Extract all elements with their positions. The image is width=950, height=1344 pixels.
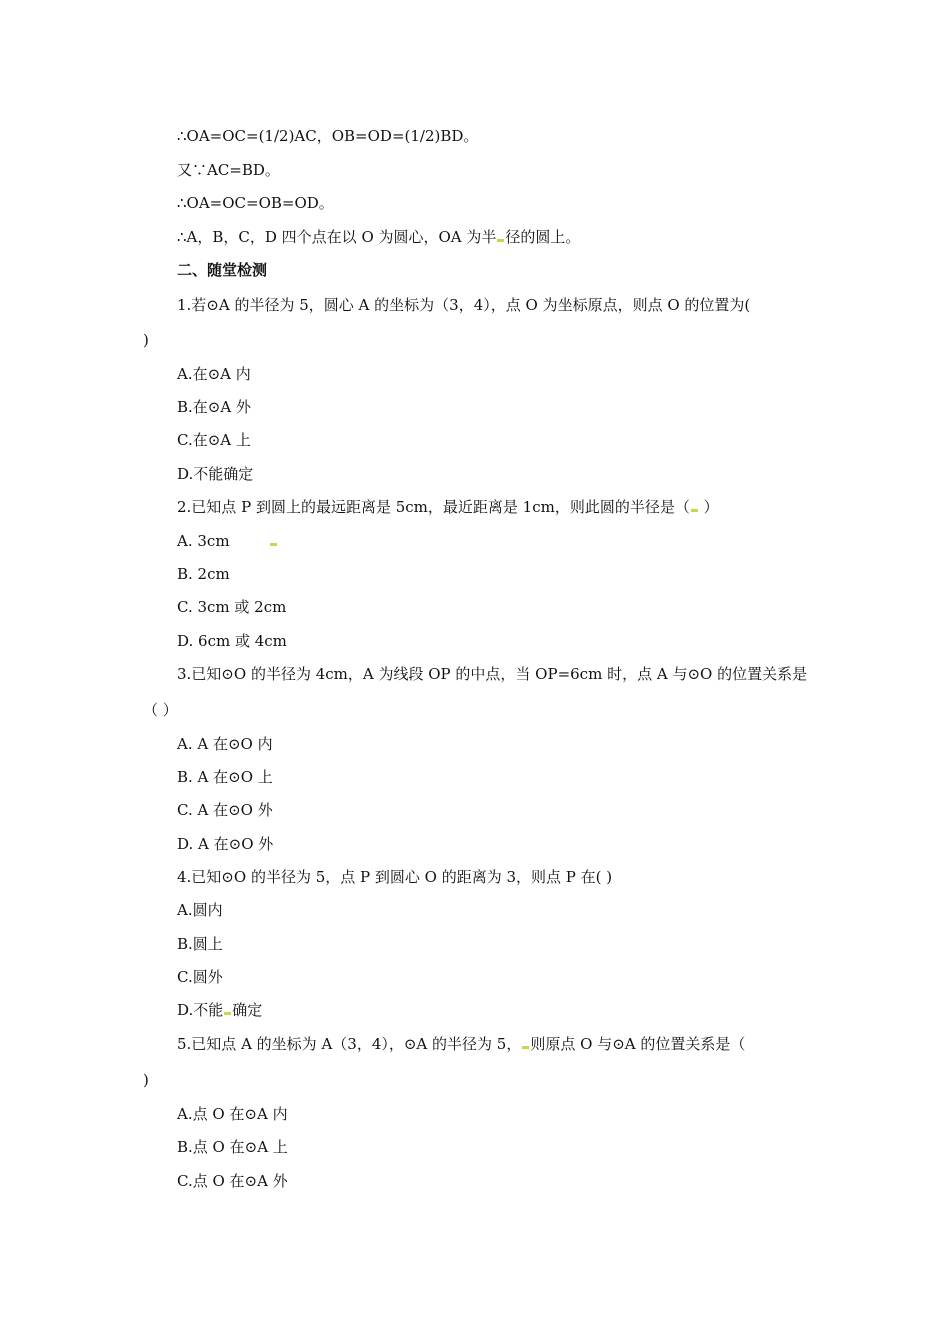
proof-line-3: ∴OA=OC=OB=OD。 [177, 194, 334, 212]
q1-stem: 1.若⊙A 的半径为 5，圆心 A 的坐标为（3，4），点 O 为坐标原点，则点 O 的位置为( [177, 296, 751, 314]
proof-line-2: 又∵AC=BD。 [177, 161, 280, 179]
q4-option-d-part-2: 确定 [232, 1001, 263, 1019]
q1-option-c: C.在⊙A 上 [177, 431, 251, 449]
q5-stem-end: ) [143, 1071, 149, 1089]
q5-stem [177, 1034, 745, 1054]
q4-stem: 4.已知⊙O 的半径为 5，点 P 到圆心 O 的距离为 3，则点 P 在( ) [177, 868, 613, 886]
q2-stem [177, 497, 719, 517]
q4-option-a: A.圆内 [177, 901, 223, 919]
highlight-mark [224, 1012, 231, 1015]
highlight-mark [497, 239, 504, 242]
q1-option-d: D.不能确定 [177, 465, 254, 483]
proof-line-4-part-1: ∴A，B，C，D 四个点在以 O 为圆心，OA 为半 [177, 228, 497, 246]
q1-stem-end: ) [143, 331, 149, 349]
q3-stem: 3.已知⊙O 的半径为 4cm，A 为线段 OP 的中点，当 OP=6cm 时，点 A 与⊙O 的位置关系是 [177, 665, 808, 683]
q4-option-d [177, 1000, 262, 1020]
proof-line-1: ∴OA=OC=(1/2)AC，OB=OD=(1/2)BD。 [177, 127, 479, 145]
proof-line-4-part-2: 径的圆上。 [505, 228, 581, 246]
q2-option-c: C. 3cm 或 2cm [177, 598, 287, 616]
q3-option-a: A. A 在⊙O 内 [177, 735, 273, 753]
highlight-mark [522, 1046, 529, 1049]
q1-option-a: A.在⊙A 内 [177, 365, 251, 383]
highlight-mark [691, 509, 698, 512]
highlight-mark [270, 543, 277, 546]
section-title: 二、随堂检测 [177, 261, 268, 279]
q5-option-b: B.点 O 在⊙A 上 [177, 1138, 288, 1156]
q4-option-d-part-1: D.不能 [177, 1001, 224, 1019]
q5-option-c: C.点 O 在⊙A 外 [177, 1172, 288, 1190]
proof-line-4 [177, 227, 580, 247]
q2-stem-part-2: ） [698, 498, 719, 516]
q2-option-d: D. 6cm 或 4cm [177, 632, 287, 650]
q5-stem-part-2: 则原点 O 与⊙A 的位置关系是（ [530, 1035, 746, 1053]
q5-option-a: A.点 O 在⊙A 内 [177, 1105, 288, 1123]
q3-option-c: C. A 在⊙O 外 [177, 801, 273, 819]
q4-option-b: B.圆上 [177, 935, 223, 953]
q2-option-a-text: A. 3cm [177, 532, 230, 550]
q3-option-b: B. A 在⊙O 上 [177, 768, 273, 786]
q2-option-a [177, 531, 278, 551]
q1-option-b: B.在⊙A 外 [177, 398, 251, 416]
q2-option-b: B. 2cm [177, 565, 230, 583]
q2-stem-part-1: 2.已知点 P 到圆上的最远距离是 5cm，最近距离是 1cm，则此圆的半径是（ [177, 498, 690, 516]
q5-stem-part-1: 5.已知点 A 的坐标为 A（3，4），⊙A 的半径为 5， [177, 1035, 522, 1053]
q3-stem-end: （ ） [143, 701, 178, 719]
q4-option-c: C.圆外 [177, 968, 223, 986]
q3-option-d: D. A 在⊙O 外 [177, 835, 274, 853]
